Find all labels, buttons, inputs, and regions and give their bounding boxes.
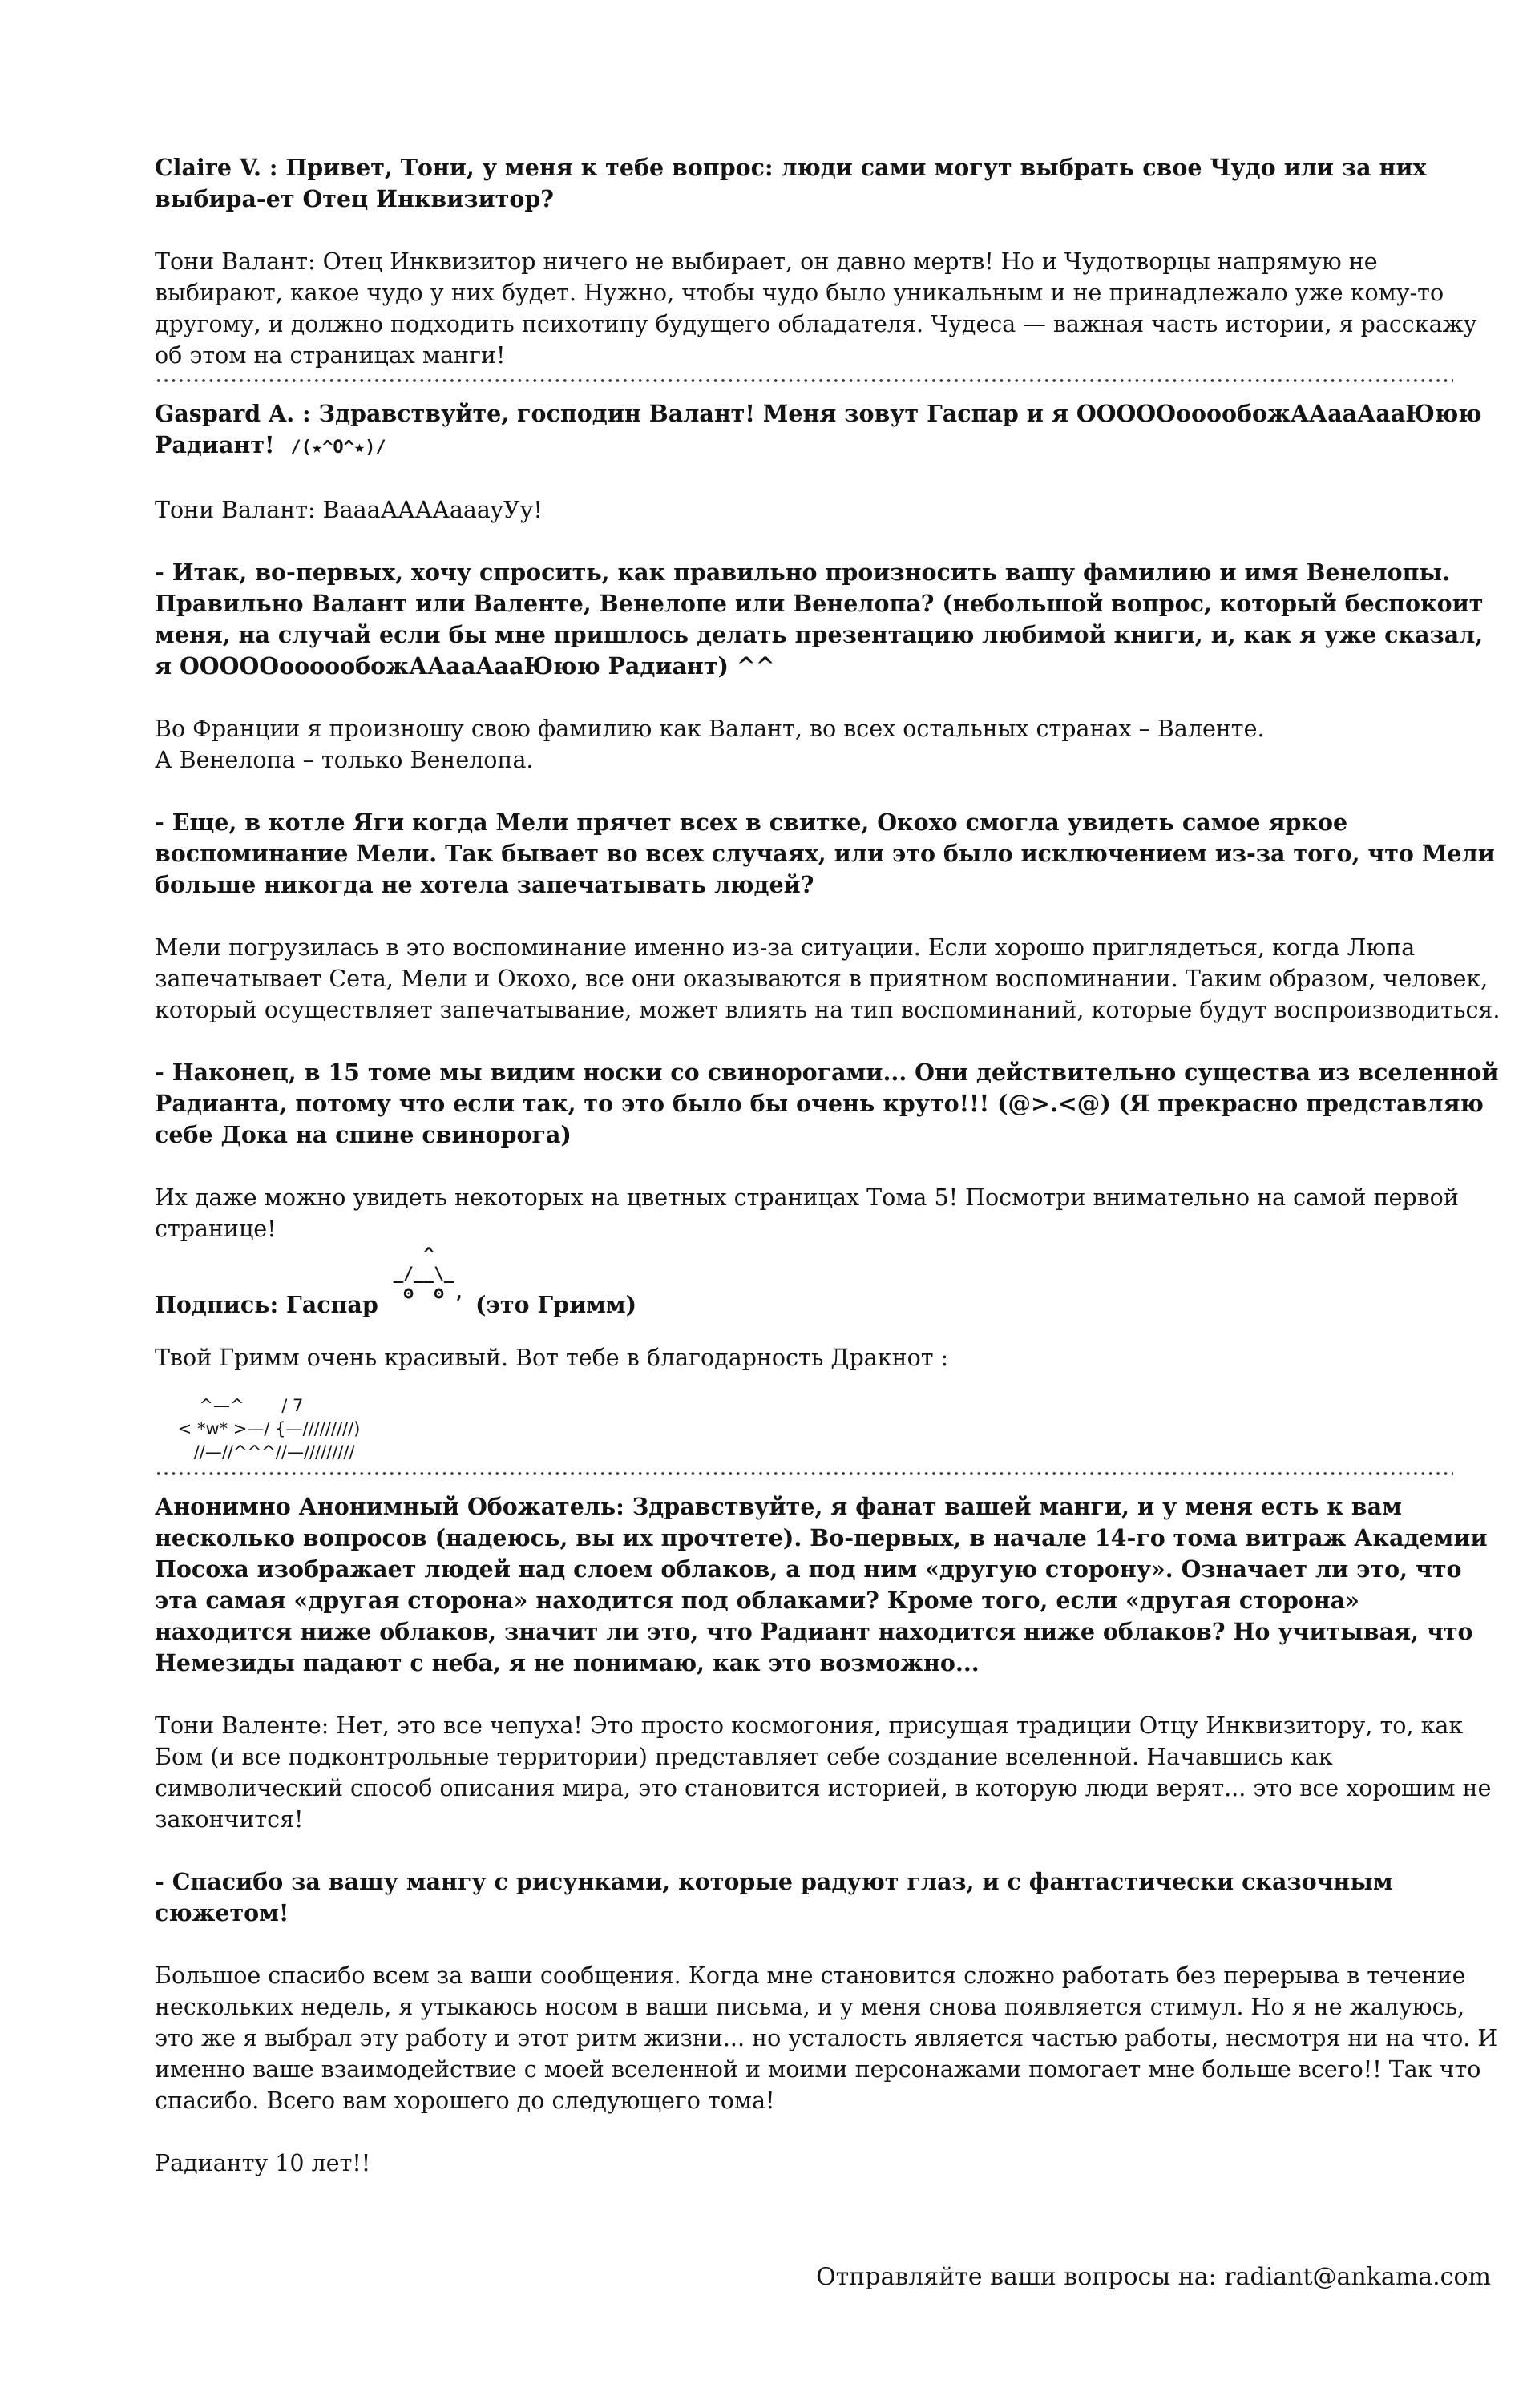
signature-label: Подпись: Гаспар [155,1291,378,1318]
gaspard-intro-text: Gaspard A. : Здравствуйте, господин Валант! Меня зовут Гаспар и я ОООООооообожААааАааЮюю Радиант! [155,400,1482,458]
answer-grimm: Твой Гримм очень красивый. Вот тебе в благодарность Дракнот : [155,1345,949,1371]
letters-column [155,152,1501,2179]
question-pronunciation: - Итак, во-первых, хочу спросить, как правильно произносить вашу фамилию и имя Венелопы. Правильно Валант или Валенте, Венелопе или Венелопа? (небольшой вопрос, который беспокоит меня, на случай если бы мне пришлось делать презентацию любимой книги, и, как я уже сказал, я ОООООоооообожААааАааЮюю Радиант) ^^ [155,559,1484,680]
dotted-divider [155,1464,1453,1483]
question-claire: Claire V. : Привет, Тони, у меня к тебе вопрос: люди сами могут выбрать свое Чудо или за них выбира-ет Отец Инквизитор? [155,154,1427,212]
dragon-ascii-art: ^—^ / 7 < *w* >—/ {—/////////) //—//^^^//—///////// [177,1396,361,1462]
question-gaspard-intro [155,398,1501,463]
answer-claire: Тони Валант: Отец Инквизитор ничего не выбирает, он давно мертв! Но и Чудотворцы напрямую не выбирают, какое чудо у них будет. Нужно, чтобы чудо было уникальным и не принадлежало уже кому-то другому, и должно подходить психотипу будущего обладателя. Чудеса — важная часть истории, я расскажу об этом на страницах манги! [155,248,1477,369]
question-socks: - Наконец, в 15 томе мы видим носки со свинорогами... Они действительно существа из вселенной Радианта, потому что если так, то это было бы очень круто!!! (@>.<@) (Я прекрасно представляю себе Дока на спине свинорога) [155,1059,1499,1148]
signature-row [155,1244,1501,1321]
answer-pronunciation-2: А Венелопа – только Венелопа. [155,747,534,773]
question-memory: - Еще, в котле Яги когда Мели прячет всех в свитке, Окохо смогла увидеть самое яркое воспоминание Мели. Так бывает во всех случаях, или это было исключением из-за того, что Мели больше никогда не хотела запечатывать людей? [155,809,1495,898]
contact-footer: Отправляйте ваши вопросы на: radiant@ankama.com [816,2263,1491,2291]
grimm-ascii-art: ^ _/__\_ ʘ ʘ , [393,1244,465,1302]
signature-note: (это Гримм) [475,1291,637,1318]
question-thanks: - Спасибо за вашу мангу с рисунками, которые радуют глаз, и с фантастически сказочным сюжетом! [155,1868,1393,1926]
answer-socks: Их даже можно увидеть некоторых на цветных страницах Тома 5! Посмотри внимательно на самой первой странице! [155,1184,1459,1242]
dotted-divider [155,371,1453,390]
answer-pronunciation-1: Во Франции я произношу свою фамилию как Валант, во всех остальных странах – Валенте. [155,716,1265,742]
answer-gaspard-intro: Тони Валант: ВаааААААаааyУу! [155,497,543,523]
emoticon: /(★^O^★)/ [290,438,386,458]
answer-memory: Мели погрузилась в это воспоминание именно из-за ситуации. Если хорошо приглядеться, когда Люпа запечатывает Сета, Мели и Окохо, все они оказываются в приятном воспоминании. Таким образом, человек, который осуществляет запечатывание, может влиять на тип воспоминаний, которые будут воспроизводиться. [155,934,1501,1023]
answer-anonymous: Тони Валенте: Нет, это все чепуха! Это просто космогония, присущая традиции Отцу Инквизитору, то, как Бом (и все подконтрольные территории) представляет себе создание вселенной. Начавшись как символический способ описания мира, это становится историей, в которую люди верят... это все хорошим не закончится! [155,1712,1492,1833]
question-anonymous: Анонимно Анонимный Обожатель: Здравствуйте, я фанат вашей манги, и у меня есть к вам несколько вопросов (надеюсь, вы их прочтете). Во-первых, в начале 14-го тома витраж Академии Посоха изображает людей над слоем облаков, а под ним «другую сторону». Означает ли это, что эта самая «другая сторона» находится под облаками? Кроме того, если «другая сторона» находится ниже облаков, значит ли это, что Радиант находится ниже облаков? Но учитывая, что Немезиды падают с неба, я не понимаю, как это возможно... [155,1493,1488,1676]
closing-line: Радианту 10 лет!! [155,2150,371,2176]
answer-thanks: Большое спасибо всем за ваши сообщения. Когда мне становится сложно работать без перерыва в течение нескольких недель, я утыкаюсь носом в ваши письма, и у меня снова появляется стимул. Но я не жалуюсь, это же я выбрал эту работу и этот ритм жизни... но усталость является частью работы, несмотря ни на что. И именно ваше взаимодействие с моей вселенной и моими персонажами помогает мне больше всего!! Так что спасибо. Всего вам хорошего до следующего тома! [155,1962,1498,2114]
